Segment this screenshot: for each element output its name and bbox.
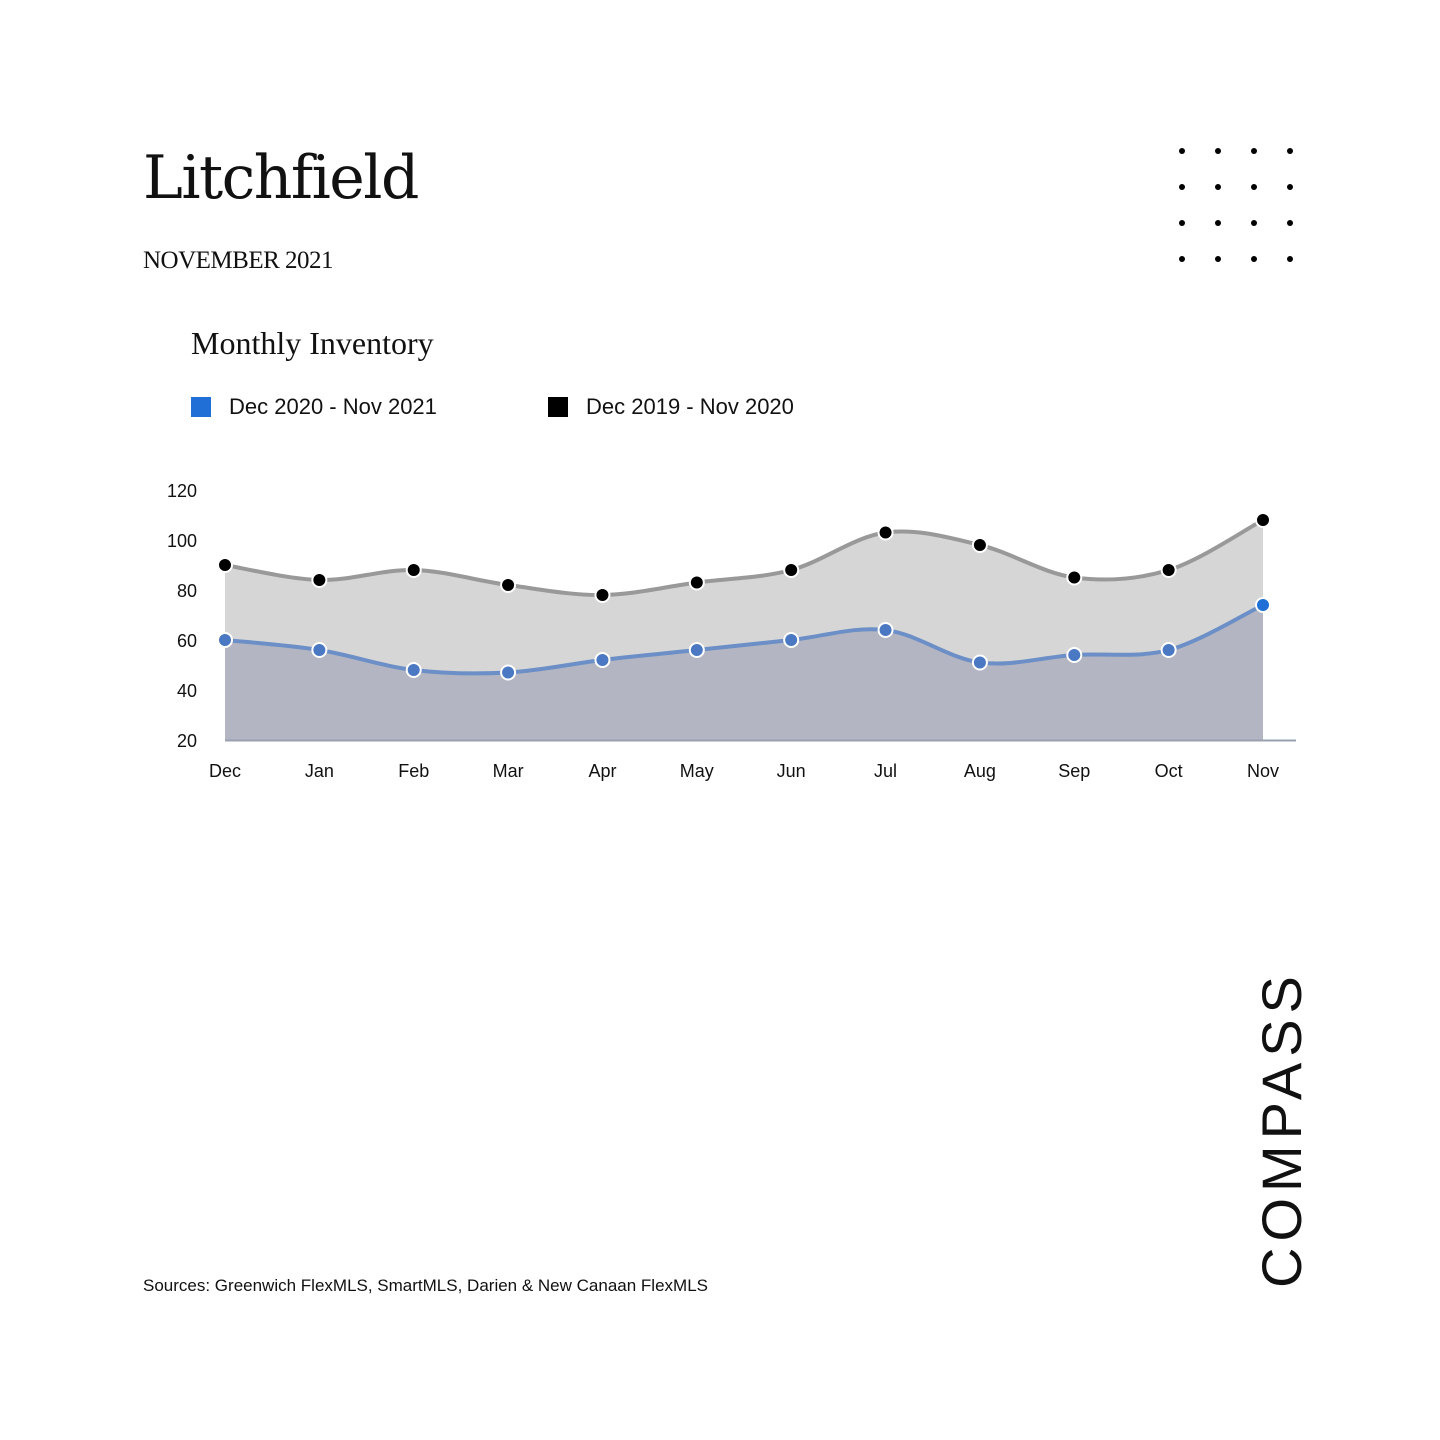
point-current-year: [1256, 598, 1270, 612]
y-tick-label: 80: [176, 581, 197, 601]
y-tick-label: 40: [176, 681, 197, 701]
compass-logo: COMPASS: [1250, 970, 1313, 1288]
point-current-year: [1067, 648, 1081, 662]
point-previous-year: [784, 563, 798, 577]
x-tick-label: Dec: [208, 761, 242, 781]
point-previous-year: [973, 538, 987, 552]
point-current-year: [501, 666, 515, 680]
x-tick-label: Nov: [1246, 761, 1280, 781]
sources-note: Sources: Greenwich FlexMLS, SmartMLS, Darien & New Canaan FlexMLS: [143, 1276, 708, 1295]
point-previous-year: [218, 558, 232, 572]
x-tick-label: Oct: [1154, 761, 1183, 781]
chart-title: Monthly Inventory: [191, 325, 434, 361]
x-tick-label: Jun: [776, 761, 806, 781]
point-previous-year: [595, 588, 609, 602]
point-previous-year: [501, 578, 515, 592]
x-tick-label: Jan: [304, 761, 334, 781]
x-tick-label: Apr: [588, 761, 617, 781]
point-previous-year: [1162, 563, 1176, 577]
point-current-year: [1162, 643, 1176, 657]
x-tick-label: May: [679, 761, 714, 781]
y-tick-label: 60: [176, 631, 197, 651]
point-current-year: [973, 656, 987, 670]
point-current-year: [407, 663, 421, 677]
x-tick-label: Sep: [1058, 761, 1091, 781]
y-tick-label: 20: [176, 731, 197, 751]
x-tick-label: Mar: [492, 761, 524, 781]
page-title: Litchfield: [143, 143, 418, 213]
point-previous-year: [1067, 571, 1081, 585]
legend-label-current: Dec 2020 - Nov 2021: [229, 394, 437, 419]
y-tick-label: 120: [166, 481, 197, 501]
x-tick-label: Feb: [398, 761, 430, 781]
x-tick-label: Jul: [874, 761, 898, 781]
point-current-year: [879, 623, 893, 637]
point-previous-year: [879, 526, 893, 540]
point-current-year: [218, 633, 232, 647]
point-previous-year: [690, 576, 704, 590]
point-previous-year: [1256, 513, 1270, 527]
page-subtitle: NOVEMBER 2021: [143, 247, 334, 274]
point-previous-year: [407, 563, 421, 577]
legend-label-previous: Dec 2019 - Nov 2020: [586, 394, 794, 419]
point-previous-year: [312, 573, 326, 587]
point-current-year: [690, 643, 704, 657]
point-current-year: [595, 653, 609, 667]
point-current-year: [784, 633, 798, 647]
point-current-year: [312, 643, 326, 657]
x-tick-label: Aug: [963, 761, 996, 781]
y-tick-label: 100: [166, 531, 197, 551]
